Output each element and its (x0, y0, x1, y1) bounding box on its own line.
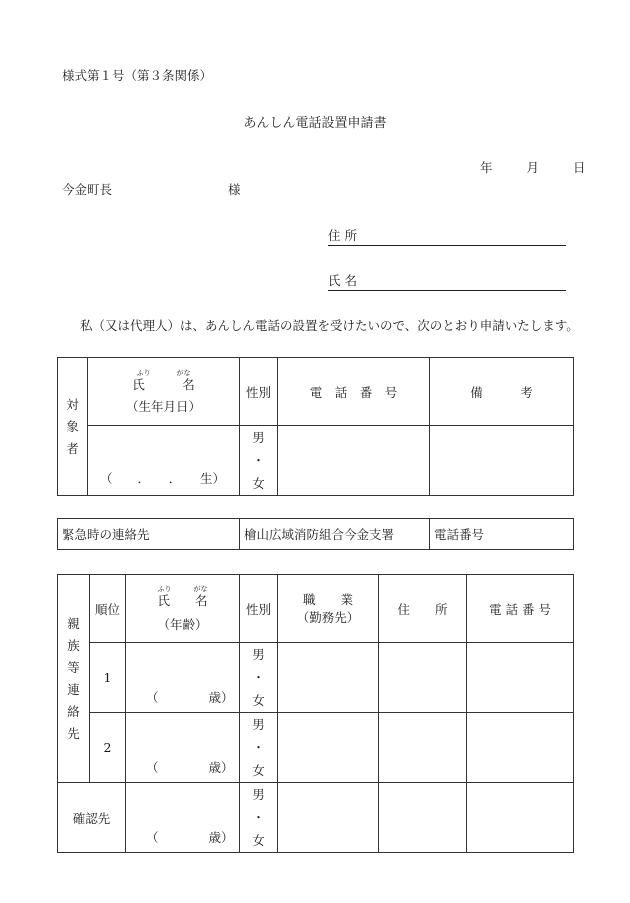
gender-header: 性別 (240, 358, 278, 426)
name-birth-header: ふり がな 氏 名 （生年月日） (88, 358, 240, 426)
relatives-row-label: 親 族 等 連 絡 先 (58, 575, 90, 783)
name-ruby: ふり がな (136, 368, 191, 377)
relative-row-2 (58, 713, 574, 783)
address-field[interactable] (379, 783, 467, 853)
gender-header: 性別 (240, 575, 278, 643)
gender-select[interactable]: 男 ・ 女 (240, 783, 278, 853)
subject-phone-field[interactable] (278, 426, 430, 496)
address-label: 住 所 (328, 228, 357, 243)
age-field[interactable]: （ 歳） (146, 689, 234, 705)
rank-header: 順位 (90, 575, 126, 643)
date-day: 日 (572, 160, 586, 175)
applicant-address-field[interactable] (328, 226, 566, 246)
date-year: 年 (480, 160, 493, 175)
subject-notes-field[interactable] (430, 426, 574, 496)
name-ruby: ふり がな (157, 584, 208, 593)
confirm-label: 確認先 (58, 783, 126, 853)
occupation-field[interactable] (278, 783, 379, 853)
relative-name-field[interactable] (126, 643, 240, 713)
subject-name-field[interactable] (88, 426, 240, 496)
phone-field[interactable] (467, 643, 574, 713)
birth-date-field[interactable]: （ ． ． 生） (100, 470, 226, 486)
rank-1: 1 (90, 643, 126, 713)
confirm-name-field[interactable] (126, 783, 240, 853)
gender-select[interactable]: 男 ・ 女 (240, 643, 278, 713)
name-label: 氏 名 (328, 273, 357, 288)
applicant-name-field[interactable] (328, 271, 566, 291)
rank-2: 2 (90, 713, 126, 783)
date-month: 月 (526, 160, 539, 175)
subject-row-label: 対 象 者 (58, 358, 88, 496)
phone-field[interactable] (467, 713, 574, 783)
address-header: 住 所 (379, 575, 467, 643)
emergency-contact-table (57, 518, 574, 550)
phone-header: 電 話 番 号 (278, 358, 430, 426)
relatives-table (57, 574, 574, 853)
honorific: 様 (228, 182, 241, 197)
emergency-station: 檜山広域消防組合今金支署 (240, 519, 430, 550)
occupation-field[interactable] (278, 713, 379, 783)
gender-select[interactable]: 男 ・ 女 (240, 713, 278, 783)
document-title: あんしん電話設置申請書 (243, 116, 387, 131)
emergency-label: 緊急時の連絡先 (58, 519, 240, 550)
phone-field[interactable] (467, 783, 574, 853)
notes-header: 備 考 (430, 358, 574, 426)
age-field[interactable]: （ 歳） (146, 829, 234, 845)
confirm-row (58, 783, 574, 853)
application-statement: 私（又は代理人）は、あんしん電話の設置を受けたいので、次のとおり申請いたします。 (80, 318, 579, 333)
subject-table (57, 357, 574, 496)
name-age-header: ふり がな 氏 名 （年齢） (126, 575, 240, 643)
age-field[interactable]: （ 歳） (146, 759, 234, 775)
date-row (480, 158, 585, 176)
relative-name-field[interactable] (126, 713, 240, 783)
form-number: 様式第１号（第３条関係） (62, 68, 213, 83)
addressee: 今金町長 (62, 182, 113, 197)
gender-select[interactable]: 男 ・ 女 (240, 426, 278, 496)
occupation-field[interactable] (278, 643, 379, 713)
phone-header: 電 話 番 号 (467, 575, 574, 643)
occupation-header: 職 業 （勤務先） (278, 575, 379, 643)
address-field[interactable] (379, 643, 467, 713)
address-field[interactable] (379, 713, 467, 783)
emergency-phone-label: 電話番号 (430, 519, 574, 550)
relative-row-1 (58, 643, 574, 713)
